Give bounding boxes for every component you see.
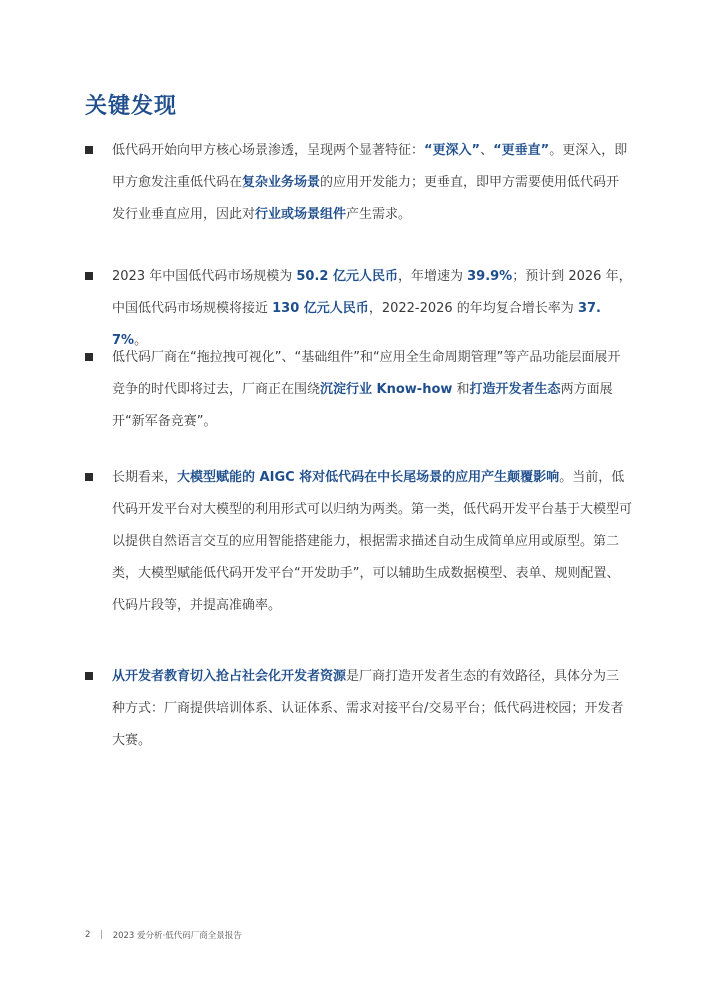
body-text: 长期看来， (112, 470, 178, 485)
highlight-text: 复杂业务场景 (242, 175, 321, 190)
highlight-text: “更垂直” (493, 143, 550, 158)
square-bullet-icon (85, 146, 93, 154)
body-text: ，年增速为 (397, 269, 468, 284)
highlight-text: 打造开发者生态 (469, 382, 561, 397)
body-text: 。更深入，即甲方愈发注重低代码在 (112, 143, 628, 190)
finding-text (112, 342, 632, 438)
body-text: 。当前，低代码开发平台对大模型的利用形式可以归纳为两类。第一类，低代码开发平台基于大模型可以提供自然语言交互的应用智能搭建能力，根据需求描述自动生成简单应用或原型。第二类，大模型赋能低代码开发平台“开发助手”，可以辅助生成数据模型、表单、规则配置、代码片段等，并提高准确率。 (112, 470, 633, 613)
body-text: 低代码开始向甲方核心场景渗透，呈现两个显著特征： (112, 143, 425, 158)
body-text: 和 (452, 382, 470, 397)
page-number: 2 (85, 930, 91, 940)
body-text: 2023 年中国低代码市场规模为 (112, 269, 297, 284)
highlight-text: 50.2 亿元人民币 (296, 269, 398, 284)
highlight-text: 从开发者教育切入抢占社会化开发者资源 (112, 669, 347, 684)
body-text: 的应用开发能力；更垂直，即甲方需要使用低代码开发行业垂直应用，因此对 (112, 175, 620, 222)
highlight-text: 大模型赋能的 AIGC 将对低代码在中长尾场景的应用产生颠覆影响 (177, 470, 560, 485)
highlight-text: 行业或场景组件 (255, 207, 347, 222)
highlight-text: “更深入” (424, 143, 481, 158)
body-text: 产生需求。 (346, 207, 412, 222)
highlight-text: 37.7% (112, 301, 601, 348)
page-footer (85, 929, 242, 941)
report-title: 2023 爱分析·低代码厂商全景报告 (112, 931, 242, 941)
body-text: 两方面展开“新军备竞赛”。 (112, 382, 613, 429)
square-bullet-icon (85, 353, 93, 361)
body-text: ，2022-2026 的年均复合增长率为 (368, 301, 578, 316)
highlight-text: 39.9% (467, 269, 513, 284)
body-text: 低代码厂商在“拖拉拽可视化”、“基础组件”和“应用全生命周期管理”等产品功能层面展开竞争的时代即将过去，厂商正在围绕 (112, 350, 621, 397)
body-text: ；预计到 2026 年，中国低代码市场规模将接近 (112, 269, 632, 316)
finding-text (112, 661, 632, 757)
highlight-text: 130 亿元人民币 (272, 301, 369, 316)
square-bullet-icon (85, 473, 93, 481)
footer-separator: | (100, 930, 103, 940)
body-text: 、 (480, 143, 494, 158)
finding-text (112, 135, 632, 231)
square-bullet-icon (85, 672, 93, 680)
square-bullet-icon (85, 272, 93, 280)
finding-text (112, 462, 632, 622)
body-text: 是厂商打造开发者生态的有效路径，具体分为三种方式：厂商提供培训体系、认证体系、需求对接平台/交易平台；低代码进校园；开发者大赛。 (112, 669, 624, 748)
highlight-text: 沉淀行业 Know-how (320, 382, 453, 397)
page-title: 关键发现 (85, 94, 178, 119)
body-text: 。 (134, 333, 148, 348)
